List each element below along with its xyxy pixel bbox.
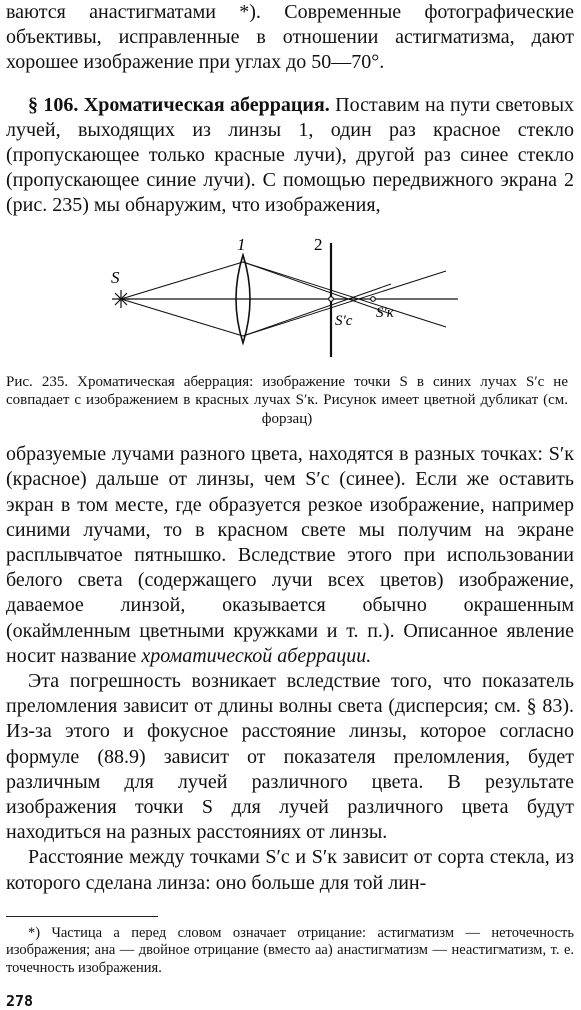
red-image-label: S′к — [376, 304, 394, 321]
section-text: Поставим на пути световых лучей, выходящих из линзы 1, один раз красное стекло (пропускающее только красные лучи), другой раз синее стекло (пропускающее синие лучи). С помощью передвижного экрана 2 (рис. 235) мы обнаружим, что изображения, — [6, 93, 575, 217]
incident-ray-bottom — [121, 299, 243, 336]
page-number: 278 — [6, 991, 34, 1010]
paragraph-3: Эта погрешность возникает вследствие того, что показатель преломления зависит от длины волны света (дисперсия; см. § 83). Из-за этого и фокусное расстояние линзы, которое согласно формуле (88.9) зависит от показателя преломления, будет различным для лучей различного цвета. В результате изображения точки S для лучей различного цвета будут находиться на разных расстояниях от линзы. — [6, 669, 574, 844]
paragraph-2-text: образуемые лучами разного цвета, находятся в разных точках: S′к (красное) дальше от линзы, чем S′c (синее). Если же оставить экран в том месте, где образуется резкое изображение, например синими лучами, то в красном свете мы получим на экране расплывчатое пятнышко. Вследствие этого при использовании белого света (содержащего лучи всех цветов) изображение, даваемое линзой, оказывается обычно окрашенным (окаймленным цветными кружками и т. п.). Описанное явление носит название — [6, 443, 574, 667]
blue-image-label: S′c — [335, 312, 353, 329]
incident-ray-top — [121, 262, 243, 299]
screen-label: 2 — [314, 234, 323, 254]
section-title: Хроматическая аберрация. — [83, 93, 330, 116]
chromatic-aberration-diagram — [6, 235, 574, 363]
blue-ray-top — [243, 262, 391, 314]
figure-235 — [6, 235, 574, 363]
paragraph-4: Расстояние между точками S′c и S′к зависит от сорта стекла, из которого сделана линза: оно больше для той лин- — [6, 846, 574, 894]
blue-ray-bottom — [243, 284, 391, 336]
section-paragraph — [6, 93, 574, 219]
source-label: S — [111, 267, 120, 287]
footnote: *) Частица а перед словом означает отрицание: астигматизм — неточечность изображения; ана — двойное отрицание (вместо аа) анастигматизм — неастигматизм, т. е. точечность изображения. — [6, 924, 574, 976]
blue-image-point — [329, 296, 334, 301]
red-image-point — [371, 296, 376, 301]
intro-paragraph: ваются анастигматами *). Современные фотографические объективы, исправленные в отношении астигматизма, дают хорошее изображение при углах до 50—70°. — [6, 1, 574, 74]
lens-label: 1 — [237, 234, 246, 254]
section-number: § 106. — [28, 93, 79, 116]
footnote-divider — [6, 916, 158, 917]
figure-caption: Рис. 235. Хроматическая аберрация: изображение точки S в синих лучах S′c не совпадает с изображением в красных лучах S′к. Рисунок имеет цветной дубликат (см. форзац) — [6, 373, 568, 427]
term-chromatic-aberration: хроматической аберрации. — [141, 644, 372, 667]
paragraph-2 — [6, 442, 574, 669]
book-page — [6, 0, 574, 1010]
